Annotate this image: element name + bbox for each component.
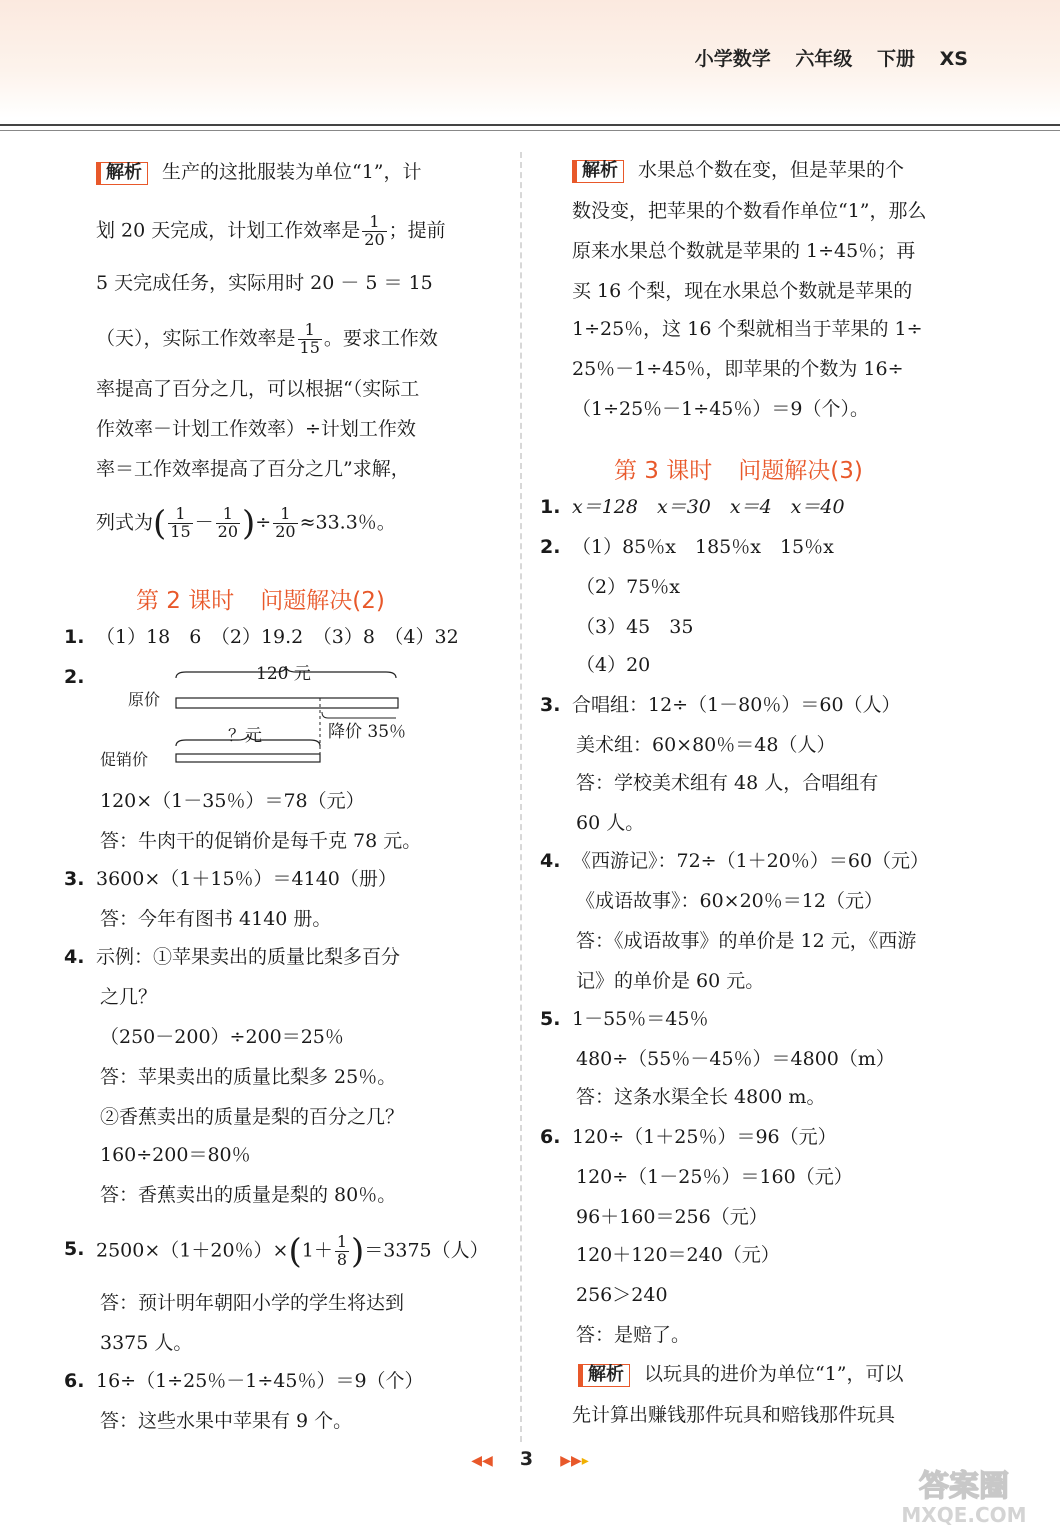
analysis-line: （1÷25％－1÷45％）＝9（个）。 [572, 398, 869, 420]
fraction: $\frac{1}{15}$ [299, 320, 320, 357]
answer-1: 1. （1）18 6 （2）19.2 （3）8 （4）32 [64, 626, 459, 648]
prev-arrow-icon: ◀◀ [471, 1453, 493, 1469]
answer-line: 60 人。 [576, 812, 645, 834]
diagram-drop-label: 降价 35％ [328, 722, 407, 742]
analysis-line: 解析 以玩具的进价为单位“1”，可以 [578, 1364, 904, 1387]
header-grade: 六年级 [795, 48, 853, 70]
answer-line: 答：香蕉卖出的质量是梨的 80％。 [100, 1184, 397, 1206]
answer-line: 记》的单价是 60 元。 [576, 970, 765, 992]
answer-line: 《成语故事》：60×20％＝12（元） [576, 890, 883, 912]
answer-line: 答：《成语故事》的单价是 12 元，《西游 [576, 930, 917, 952]
analysis-line: 25％－1÷45％，即苹果的个数为 16÷ [572, 358, 904, 380]
section-title-lesson-2: 第 2 课时 问题解决(2) [136, 588, 385, 614]
answer-3: 3. 合唱组：12÷（1－80％）＝60（人） [540, 694, 901, 716]
answer-line: ②香蕉卖出的质量是梨的百分之几？ [100, 1106, 405, 1128]
analysis-tag: 解析 [572, 160, 624, 183]
section-title-lesson-3: 第 3 课时 问题解决(3) [614, 458, 863, 484]
answer-line: 160÷200＝80％ [100, 1144, 251, 1166]
header-rule [0, 124, 1060, 126]
diagram-original-label: 原价 [128, 690, 161, 709]
answer-line: 答：学校美术组有 48 人，合唱组有 [576, 772, 879, 794]
answer-line: 3375 人。 [100, 1332, 193, 1354]
answer-line: 答：牛肉干的促销价是每千克 78 元。 [100, 830, 422, 852]
analysis-line: 解析 生产的这批服装为单位“1”，计 [96, 162, 422, 185]
analysis-line: 1÷25％，这 16 个梨就相当于苹果的 1÷ [572, 318, 923, 340]
answer-line: （4）20 [576, 654, 651, 676]
answer-line: （3）45 35 [576, 616, 694, 638]
answer-line: 256＞240 [576, 1284, 668, 1306]
answer-5: 5. 1－55％＝45％ [540, 1008, 709, 1030]
analysis-line: 率＝工作效率提高了百分之几”求解， [96, 458, 410, 480]
analysis-line: 5 天完成任务，实际用时 20 － 5 ＝ 15 [96, 272, 433, 294]
analysis-line: （天），实际工作效率是 $\frac{1}{15}$ 。要求工作效 [96, 320, 438, 357]
running-header [677, 44, 968, 71]
answer-6: 6. 16÷（1÷25％－1÷45％）＝9（个） [64, 1370, 424, 1392]
analysis-tag: 解析 [578, 1364, 630, 1387]
analysis-line: 原来水果总个数就是苹果的 1÷45％；再 [572, 240, 916, 262]
answer-line: 美术组：60×80％＝48（人） [576, 734, 836, 756]
answer-5: 5. 2500×（1＋20％）×(1＋ $\frac{1}{8}$ )＝3375（人） [64, 1231, 489, 1272]
header-rule-thin [0, 130, 1060, 131]
answer-4: 4. 《西游记》：72÷（1＋20％）＝60（元） [540, 850, 930, 872]
watermark-top-text: 答案圈 [919, 1469, 1009, 1504]
analysis-formula: 列式为( $\frac{1}{15}$ － $\frac{1}{20}$ )÷ $\frac{1}{20}$ ≈33.3％。 [96, 503, 396, 544]
header-subject: 小学数学 [694, 48, 771, 70]
analysis-line: 率提高了百分之几，可以根据“（实际工 [96, 378, 420, 400]
diagram-promo-label: 促销价 [100, 750, 149, 769]
answer-line: （250－200）÷200＝25％ [100, 1026, 344, 1048]
analysis-line: 数没变，把苹果的个数看作单位“1”，那么 [572, 200, 927, 222]
column-divider [520, 152, 522, 1442]
answer-line: 120×（1－35％）＝78（元） [100, 790, 365, 812]
answer-line: 480÷（55％－45％）＝4800（m） [576, 1048, 895, 1070]
page-number: 3 [519, 1448, 534, 1470]
answer-line: 120÷（1－25％）＝160（元） [576, 1166, 853, 1188]
header-edition: XS [939, 48, 968, 70]
analysis-line: 解析 水果总个数在变，但是苹果的个 [572, 160, 904, 183]
answer-line: 答：苹果卖出的质量比梨多 25％。 [100, 1066, 397, 1088]
analysis-line: 作效率－计划工作效率）÷计划工作效 [96, 418, 416, 440]
answer-4: 4. 示例：①苹果卖出的质量比梨多百分 [64, 946, 401, 968]
watermark-icon [874, 1462, 1054, 1528]
analysis-line: 买 16 个梨，现在水果总个数就是苹果的 [572, 280, 913, 302]
next-arrow-accent-icon: ▸ [581, 1453, 589, 1469]
answer-line: 之几？ [100, 986, 158, 1008]
answer-line: 答：这些水果中苹果有 9 个。 [100, 1410, 353, 1432]
header-volume: 下册 [877, 48, 916, 70]
next-arrow-icon: ▶▶ [560, 1453, 582, 1469]
answer-line: 答：预计明年朝阳小学的学生将达到 [100, 1292, 405, 1314]
watermark-bottom-text: MXQE.COM [901, 1503, 1027, 1527]
answer-line: 答：这条水渠全长 4800 m。 [576, 1086, 826, 1108]
answer-line: 120＋120＝240（元） [576, 1244, 780, 1266]
answer-line: 答：今年有图书 4140 册。 [100, 908, 332, 930]
answer-line: 答：是赔了。 [576, 1324, 691, 1346]
analysis-line: 划 20 天完成，计划工作效率是 $\frac{1}{20}$ ；提前 [96, 212, 446, 249]
answer-6: 6. 120÷（1＋25％）＝96（元） [540, 1126, 837, 1148]
diagram-total-label: 120 元 [256, 664, 311, 684]
answer-3: 3. 3600×（1＋15％）＝4140（册） [64, 868, 397, 890]
answer-1: 1. x＝128 x＝30 x＝4 x＝40 [540, 496, 845, 518]
answer-line: 96＋160＝256（元） [576, 1206, 768, 1228]
answer-line: （2）75％x [576, 576, 680, 598]
answer-2: 2. （1）85％x 185％x 15％x [540, 536, 834, 558]
analysis-tag: 解析 [96, 162, 148, 185]
fraction: $\frac{1}{20}$ [364, 212, 385, 249]
watermark-logo [874, 1462, 1054, 1528]
diagram-unknown-label: ？元 [228, 726, 262, 746]
analysis-line: 先计算出赚钱那件玩具和赔钱那件玩具 [572, 1404, 896, 1426]
